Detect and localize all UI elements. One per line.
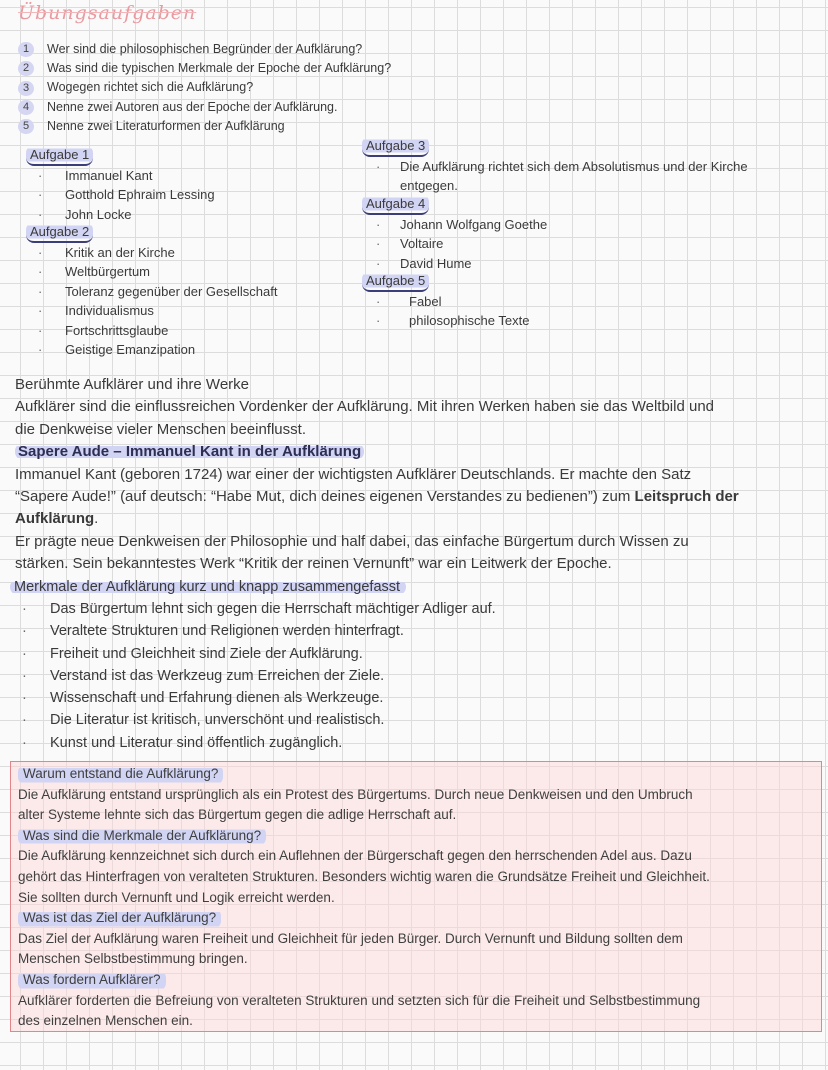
kant-heading: Sapere Aude – Immanuel Kant in der Aufklärung	[15, 443, 364, 460]
list-item: · Fortschrittsglaube	[38, 321, 277, 340]
bullet-icon: ·	[38, 245, 43, 260]
list-item: · Gotthold Ephraim Lessing	[38, 185, 215, 204]
bullet-icon: ·	[38, 283, 43, 299]
bullet-icon: ·	[376, 313, 381, 329]
list-item: · Die Literatur ist kritisch, unverschönt und realistisch.	[22, 709, 496, 731]
question-item	[18, 117, 391, 136]
bullet-icon: ·	[22, 645, 27, 662]
question-text: Wogegen richtet sich die Aufklärung?	[47, 80, 254, 95]
list-item: · Das Bürgertum lehnt sich gegen die Herrschaft mächtiger Adliger auf.	[22, 598, 496, 620]
faq-answer-line: Die Aufklärung kennzeichnet sich durch ein Auflehnen der Bürgerschaft gegen den herrschenden Adel aus. Dazu	[18, 848, 692, 864]
question-number: 1	[18, 42, 34, 57]
list-item: · Fabel	[376, 292, 529, 311]
section-heading: Berühmte Aufklärer und ihre Werke	[15, 376, 250, 393]
bullet-icon: ·	[22, 667, 27, 684]
list-item: · Voltaire	[376, 234, 547, 253]
list-item: · Individualismus	[38, 301, 277, 320]
paragraph-line: Immanuel Kant (geboren 1724) war einer der wichtigsten Aufklärer Deutschlands. Er machte den Satz	[15, 465, 692, 483]
list-item: · Die Aufklärung richtet sich dem Absolutismus und der Kirche	[376, 157, 748, 176]
bullet-icon: ·	[38, 322, 43, 338]
list-item: · Verstand ist das Werkzeug zum Erreichen der Ziele.	[22, 665, 496, 687]
answer-block-3	[362, 136, 748, 196]
bullet-icon: ·	[376, 236, 381, 252]
answer-label: Aufgabe 2	[26, 222, 93, 243]
section-heading: Merkmale der Aufklärung kurz und knapp zusammengefasst	[10, 579, 406, 595]
paragraph-line: Aufklärung.	[15, 510, 99, 528]
question-item	[18, 40, 391, 59]
faq-answer-line: Das Ziel der Aufklärung waren Freiheit und Gleichheit für jeden Bürger. Durch Vernunft und Bildung sollten dem	[18, 930, 683, 946]
faq-answer-line: Aufklärer forderten die Befreiung von veralteten Strukturen und setzten sich für die Freiheit und Selbstbestimmung	[18, 992, 701, 1008]
paragraph-line: die Denkweise vieler Menschen beeinflusst.	[15, 420, 306, 438]
list-item: · philosophische Texte	[376, 311, 529, 330]
answer-label: Aufgabe 1	[26, 145, 93, 166]
list-item: · David Hume	[376, 254, 547, 273]
bold-text: Aufklärung	[15, 510, 95, 528]
faq-question: Was fordern Aufklärer?	[18, 970, 166, 991]
bullet-icon: ·	[38, 168, 43, 183]
list-item: · Immanuel Kant	[38, 166, 215, 185]
question-number: 5	[18, 119, 34, 134]
list-item: · Kritik an der Kirche	[38, 243, 277, 262]
list-item: · Geistige Emanzipation	[38, 340, 277, 359]
bullet-icon: ·	[376, 159, 381, 174]
famous-section	[15, 374, 823, 576]
list-item: · Freiheit und Gleichheit sind Ziele der Aufklärung.	[22, 643, 496, 665]
paragraph-line: “Sapere Aude!” (auf deutsch: “Habe Mut, dich deines eigenen Verstandes zu bedienen”) zum Leitspruch der	[15, 488, 739, 506]
page-title: Übungsaufgaben	[18, 2, 197, 24]
answer-label: Aufgabe 4	[362, 194, 429, 215]
paragraph-line: stärken. Sein bekanntestes Werk “Kritik der reinen Vernunft” war ein Leitwerk der Epoche.	[15, 555, 612, 573]
question-text: Was sind die typischen Merkmale der Epoche der Aufklärung?	[47, 61, 392, 76]
bullet-icon: ·	[22, 712, 27, 729]
bullet-icon: ·	[22, 601, 27, 617]
bullet-icon: ·	[38, 187, 43, 203]
question-text: Wer sind die philosophischen Begründer der Aufklärung?	[47, 42, 363, 56]
answer-block-1	[26, 145, 215, 224]
answer-label: Aufgabe 3	[362, 136, 429, 157]
bold-text: Leitspruch der	[634, 488, 739, 506]
list-item: · Veraltete Strukturen und Religionen werden hinterfragt.	[22, 620, 496, 642]
paragraph-line: Er prägte neue Denkweisen der Philosophie und half dabei, das einfache Bürgertum durch Wissen zu	[15, 532, 689, 550]
faq-answer-line: alter Systeme lehnte sich das Bürgertum gegen die adlige Herrschaft auf.	[18, 807, 457, 823]
question-item	[18, 78, 391, 97]
list-item: · John Locke	[38, 205, 215, 224]
faq-answer-line: Die Aufklärung entstand ursprünglich als ein Protest des Bürgertums. Durch neue Denkweisen und den Umbruch	[18, 786, 693, 802]
faq-question: Was sind die Merkmale der Aufklärung?	[18, 826, 266, 847]
bullet-icon: ·	[376, 217, 381, 232]
bullet-icon: ·	[376, 255, 381, 271]
bullet-icon: ·	[38, 264, 43, 280]
faq-content	[18, 764, 823, 1032]
faq-answer-line: des einzelnen Menschen ein.	[18, 1013, 193, 1029]
bullet-icon: ·	[38, 303, 43, 319]
answer-label: Aufgabe 5	[362, 271, 429, 292]
faq-question: Warum entstand die Aufklärung?	[18, 764, 223, 785]
question-item	[18, 59, 391, 78]
bullet-icon: ·	[22, 690, 27, 707]
question-number: 3	[18, 81, 34, 96]
question-number: 2	[18, 61, 34, 76]
bullet-icon: ·	[376, 294, 381, 309]
answer-block-5	[362, 271, 529, 331]
bullet-icon: ·	[22, 623, 27, 640]
answer-block-2	[26, 222, 277, 359]
faq-answer-line: gehört das Hinterfragen von veralteten Strukturen. Besonders wichtig waren die Grundsätze Freiheit und Gleichheit.	[18, 868, 710, 884]
list-item: · Toleranz gegenüber der Gesellschaft	[38, 282, 277, 301]
question-number: 4	[18, 100, 34, 115]
bullet-icon: ·	[22, 734, 27, 751]
list-item: · Weltbürgertum	[38, 262, 277, 281]
faq-answer-line: Menschen Selbstbestimmung bringen.	[18, 951, 248, 967]
faq-answer-line: Sie sollten durch Vernunft und Logik erreicht werden.	[18, 889, 335, 905]
bullet-icon: ·	[38, 342, 43, 358]
question-item	[18, 98, 391, 117]
question-text: Nenne zwei Autoren aus der Epoche der Aufklärung.	[47, 99, 338, 114]
bullet-icon: ·	[38, 206, 43, 222]
list-item-continuation: entgegen.	[400, 178, 458, 194]
list-item: · Kunst und Literatur sind öffentlich zugänglich.	[22, 732, 496, 754]
question-list	[18, 40, 391, 136]
list-item: · Wissenschaft und Erfahrung dienen als Werkzeuge.	[22, 687, 496, 709]
answer-block-4	[362, 194, 547, 273]
merkmale-section	[10, 577, 406, 598]
merkmale-list	[22, 598, 496, 754]
paragraph-line: Aufklärer sind die einflussreichen Vordenker der Aufklärung. Mit ihren Werken haben sie das Weltbild und	[15, 398, 715, 416]
faq-question: Was ist das Ziel der Aufklärung?	[18, 908, 221, 929]
list-item: · Johann Wolfgang Goethe	[376, 215, 547, 234]
question-text: Nenne zwei Literaturformen der Aufklärung	[47, 118, 285, 133]
